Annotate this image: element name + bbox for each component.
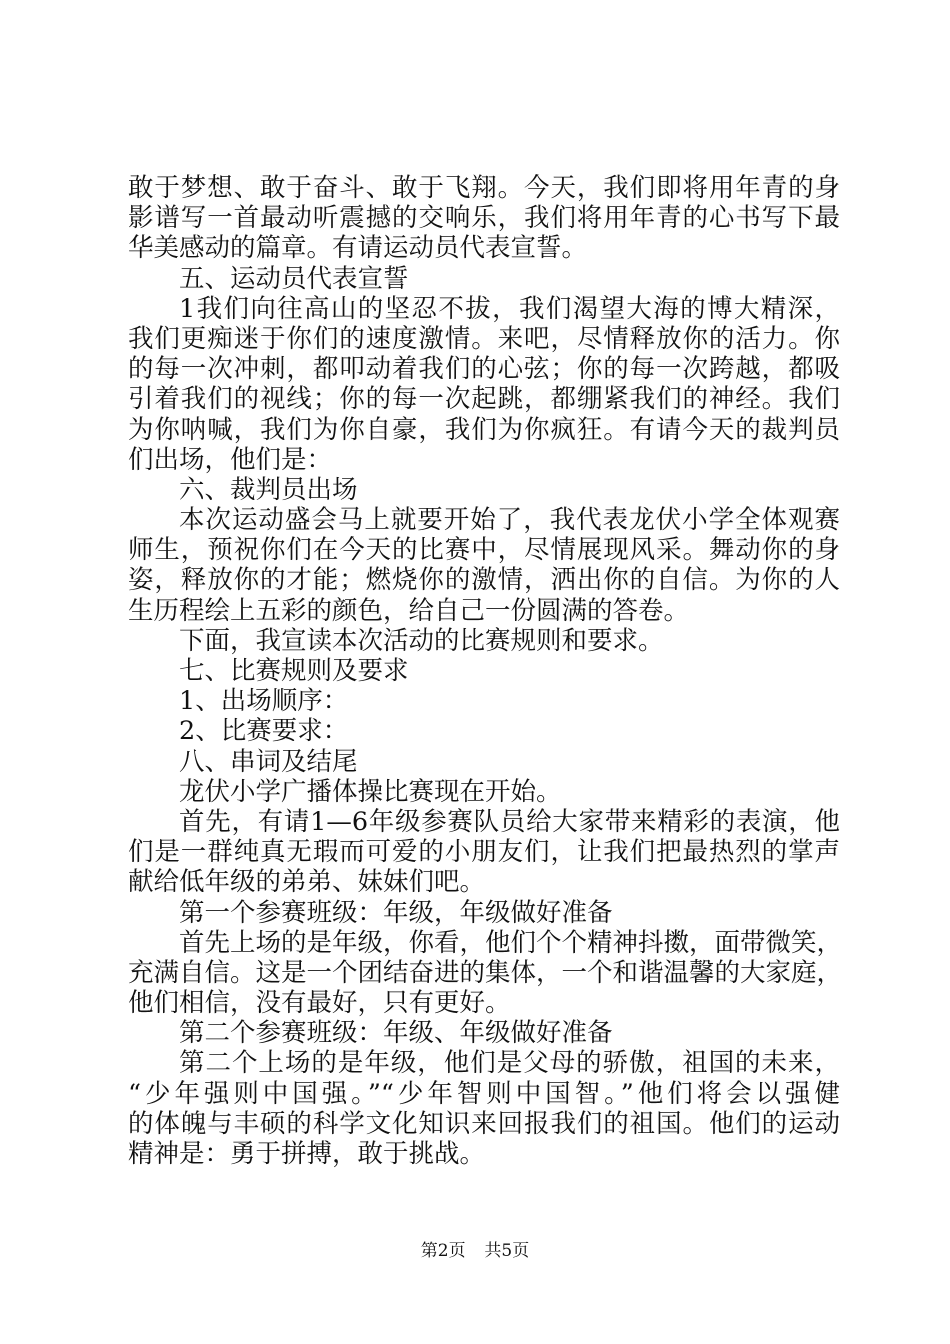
- paragraph-line: 首先，有请1—6年级参赛队员给大家带来精彩的表演，他: [179, 806, 840, 837]
- page-number: 第2页: [420, 1241, 466, 1261]
- paragraph-line: 我们更痴迷于你们的速度激情。来吧，尽情释放你的活力。你: [128, 323, 840, 354]
- paragraph-line: 第二个参赛班级：年级、年级做好准备: [179, 1018, 613, 1049]
- paragraph-line: 们出场，他们是：: [128, 444, 333, 475]
- paragraph-line: 首先上场的是年级，你看，他们个个精神抖擞，面带微笑，: [179, 927, 843, 958]
- section-heading: 七、比赛规则及要求: [179, 656, 409, 686]
- paragraph-line: 龙伏小学广播体操比赛现在开始。: [179, 776, 562, 807]
- paragraph-line: 献给低年级的弟弟、妹妹们吧。: [128, 867, 486, 898]
- page-total: 共5页: [484, 1241, 530, 1261]
- section-heading: 六、裁判员出场: [179, 474, 358, 505]
- paragraph-line: 生历程绘上五彩的颜色，给自己一份圆满的答卷。: [128, 595, 690, 626]
- list-item: 2、比赛要求：: [179, 716, 349, 747]
- paragraph-line: 第一个参赛班级：年级，年级做好准备: [179, 897, 613, 928]
- paragraph-line: 们是一群纯真无瑕而可爱的小朋友们，让我们把最热烈的掌声: [128, 837, 840, 868]
- paragraph-line: 1我们向往高山的坚忍不拔，我们渴望大海的博大精深，: [179, 293, 840, 324]
- paragraph-line: 本次运动盛会马上就要开始了，我代表龙伏小学全体观赛: [179, 505, 840, 536]
- paragraph-line: 下面，我宣读本次活动的比赛规则和要求。: [179, 625, 664, 656]
- paragraph-line: 充满自信。这是一个团结奋进的集体，一个和谐温馨的大家庭，: [128, 957, 843, 988]
- document-body: [128, 173, 843, 1169]
- paragraph-line: 引着我们的视线；你的每一次起跳，都绷紧我们的神经。我们: [128, 384, 840, 415]
- paragraph-line: 华美感动的篇章。有请运动员代表宣誓。: [128, 233, 588, 264]
- paragraph-line: 为你呐喊，我们为你自豪，我们为你疯狂。有请今天的裁判员: [128, 414, 840, 445]
- paragraph-line: “少年强则中国强。”“少年智则中国智。”他们将会以强健: [128, 1078, 840, 1109]
- paragraph-line: 他们相信，没有最好，只有更好。: [128, 988, 511, 1019]
- paragraph-line: 的每一次冲刺，都叩动着我们的心弦；你的每一次跨越，都吸: [128, 354, 840, 385]
- section-heading: 五、运动员代表宣誓: [179, 263, 409, 294]
- list-item: 1、出场顺序：: [179, 686, 349, 717]
- paragraph-line: 第二个上场的是年级，他们是父母的骄傲，祖国的未来，: [179, 1048, 840, 1079]
- paragraph-line: 敢于梦想、敢于奋斗、敢于飞翔。今天，我们即将用年青的身: [128, 173, 840, 203]
- paragraph-line: 姿，释放你的才能；燃烧你的激情，洒出你的自信。为你的人: [128, 565, 840, 596]
- section-heading: 八、串词及结尾: [179, 746, 358, 777]
- paragraph-line: 师生，预祝你们在今天的比赛中，尽情展现风采。舞动你的身: [128, 535, 840, 566]
- paragraph-line: 的体魄与丰硕的科学文化知识来回报我们的祖国。他们的运动: [128, 1108, 840, 1139]
- page-footer: [0, 1240, 950, 1262]
- paragraph-line: 精神是：勇于拼搏，敢于挑战。: [128, 1139, 486, 1169]
- paragraph-line: 影谱写一首最动听震撼的交响乐，我们将用年青的心书写下最: [128, 203, 840, 234]
